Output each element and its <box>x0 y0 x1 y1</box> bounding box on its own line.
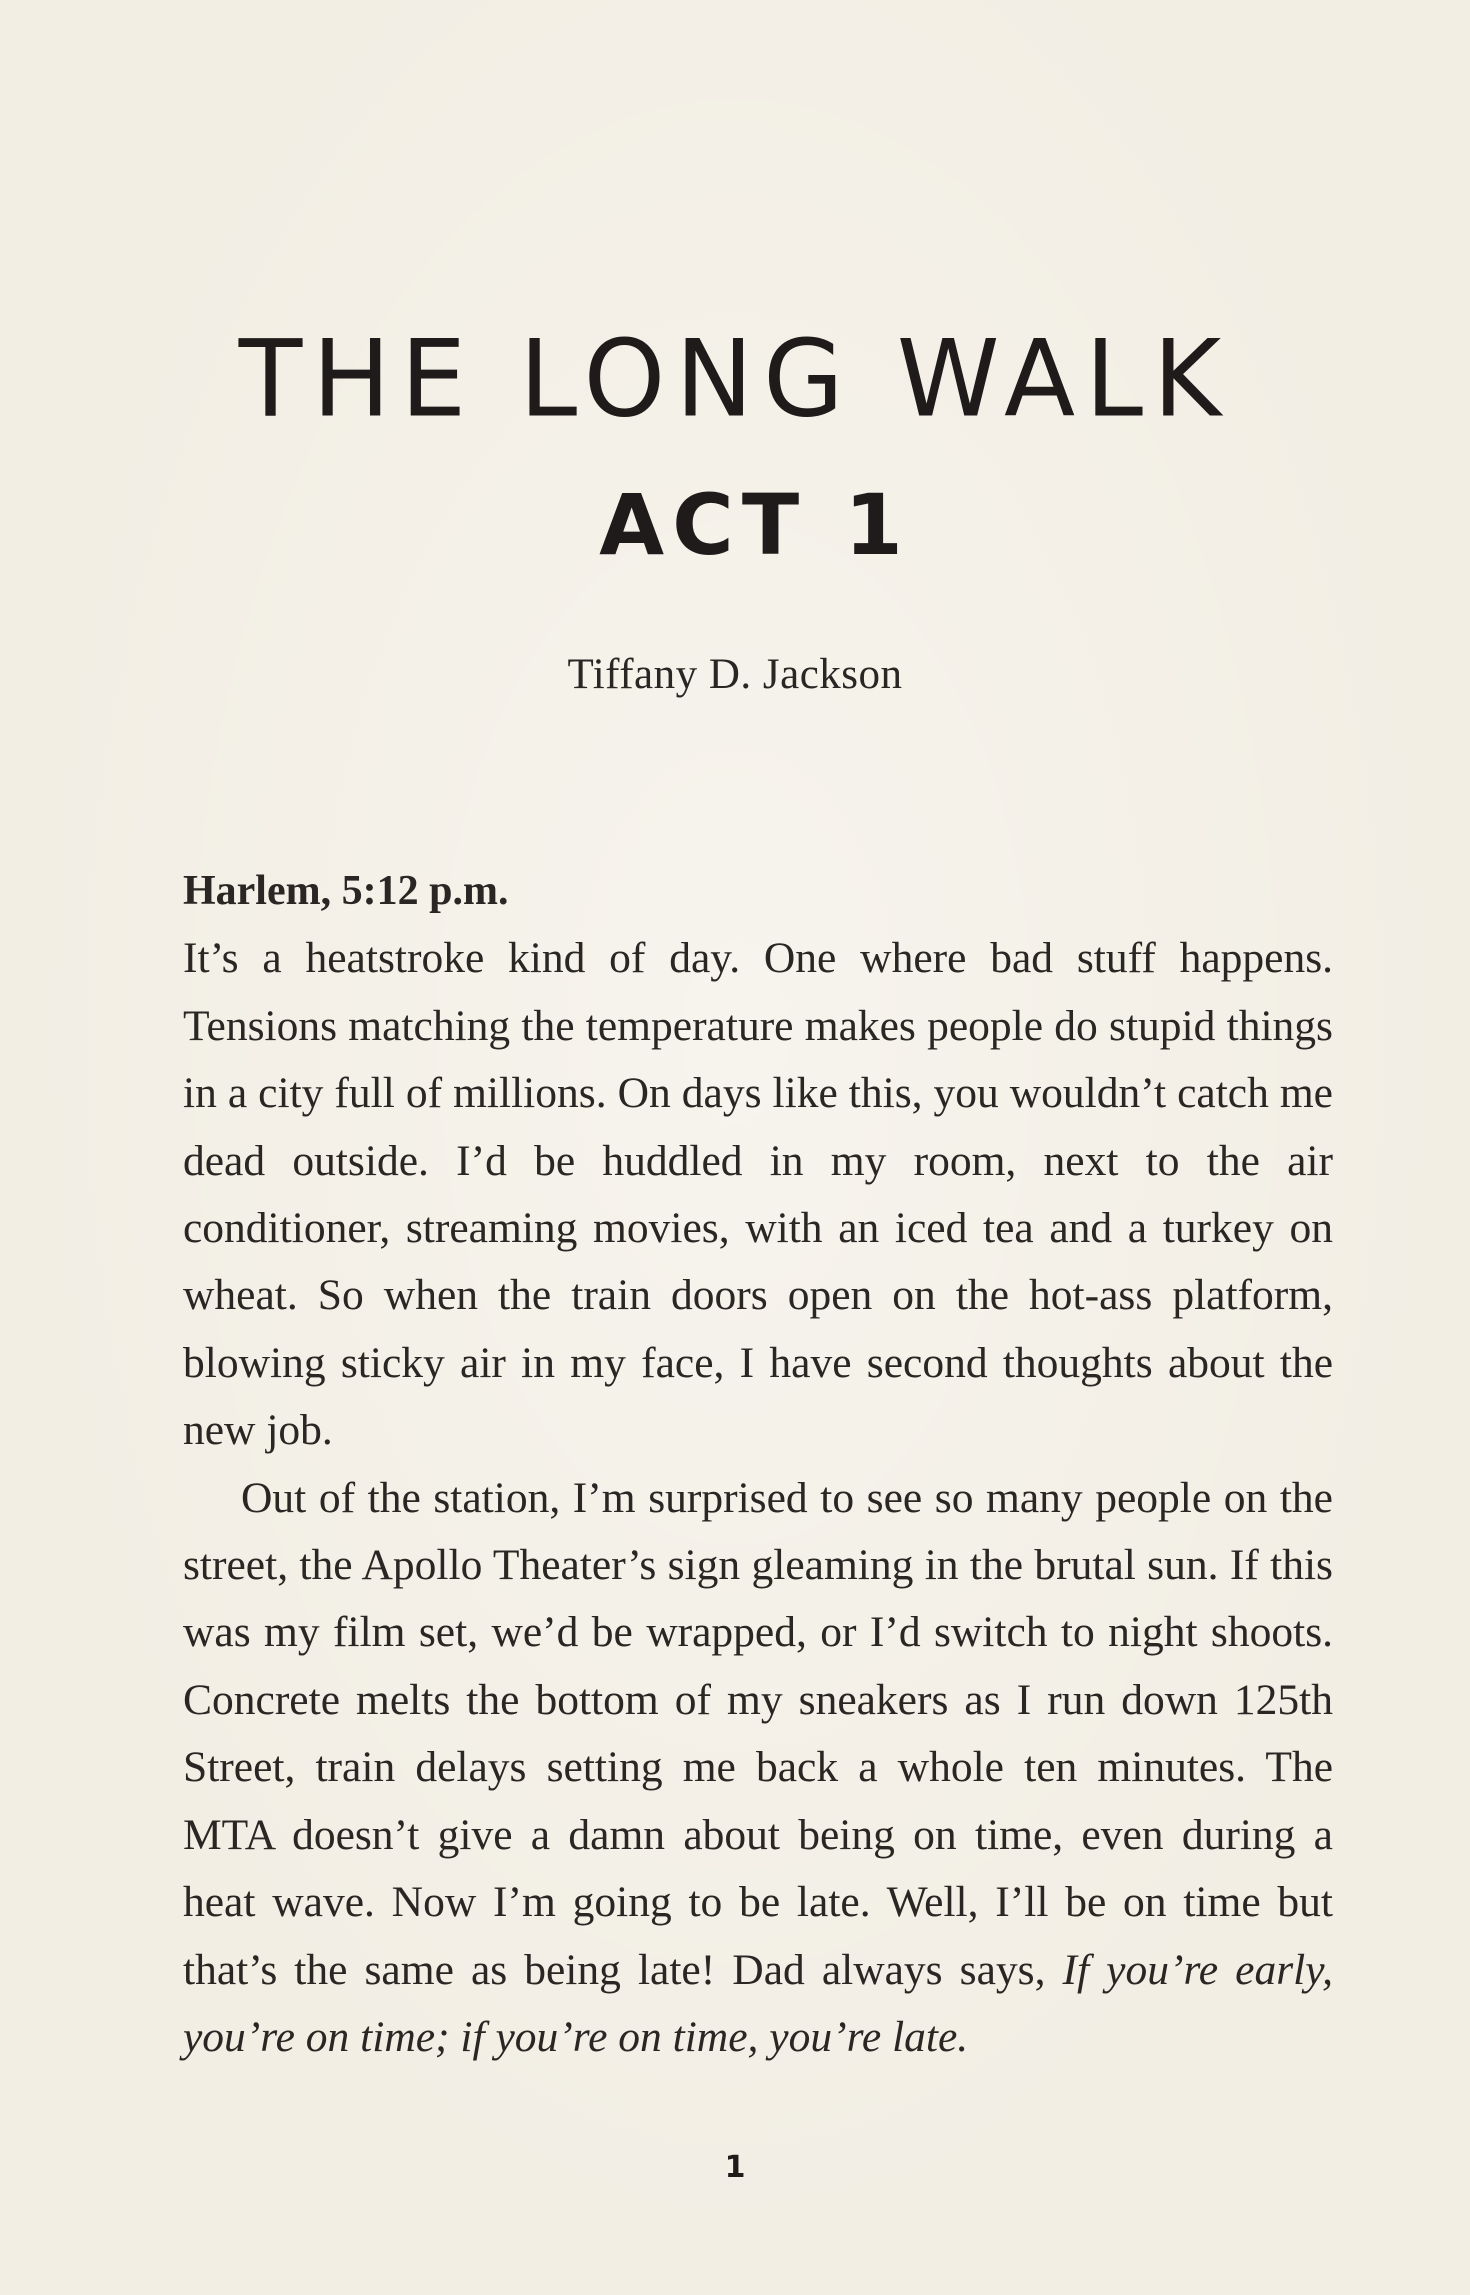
italic-quote: If you’re early, you’re on time; if you’re on time, you’re late. <box>183 1945 1333 2061</box>
chapter-subtitle: ACT 1 <box>599 476 911 574</box>
page-number: 1 <box>724 2150 746 2185</box>
paragraph-2-text: Out of the station, I’m surprised to see so many people on the street, the Apollo Theater’s sign gleaming in the brutal sun. If this was my film set, we’d be wrapped, or I’d switch to night shoots. Concrete melts the bottom of my sneakers as I run down 125th Street, train delays setting me back a whole ten minutes. The MTA doesn’t give a damn about being on time, even during a heat wave. Now I’m going to be late. Well, I’ll be on time but that’s the same as being late! Dad always says, <box>183 1473 1333 1994</box>
body-text <box>183 858 1333 2071</box>
paragraph-1: It’s a heatstroke kind of day. One where bad stuff happens. Tensions matching the temperature makes people do stupid things in a city full of millions. On days like this, you wouldn’t catch me dead outside. I’d be huddled in my room, next to the air conditioner, streaming movies, with an iced tea and a turkey on wheat. So when the train doors open on the hot-ass platform, blowing sticky air in my face, I have second thoughts about the new job. <box>183 934 1333 1455</box>
chapter-title: THE LONG WALK <box>238 316 1232 442</box>
paragraph-2 <box>183 1465 1333 2072</box>
author-name: Tiffany D. Jackson <box>567 651 903 698</box>
dateline: Harlem, 5:12 p.m. <box>183 868 509 914</box>
